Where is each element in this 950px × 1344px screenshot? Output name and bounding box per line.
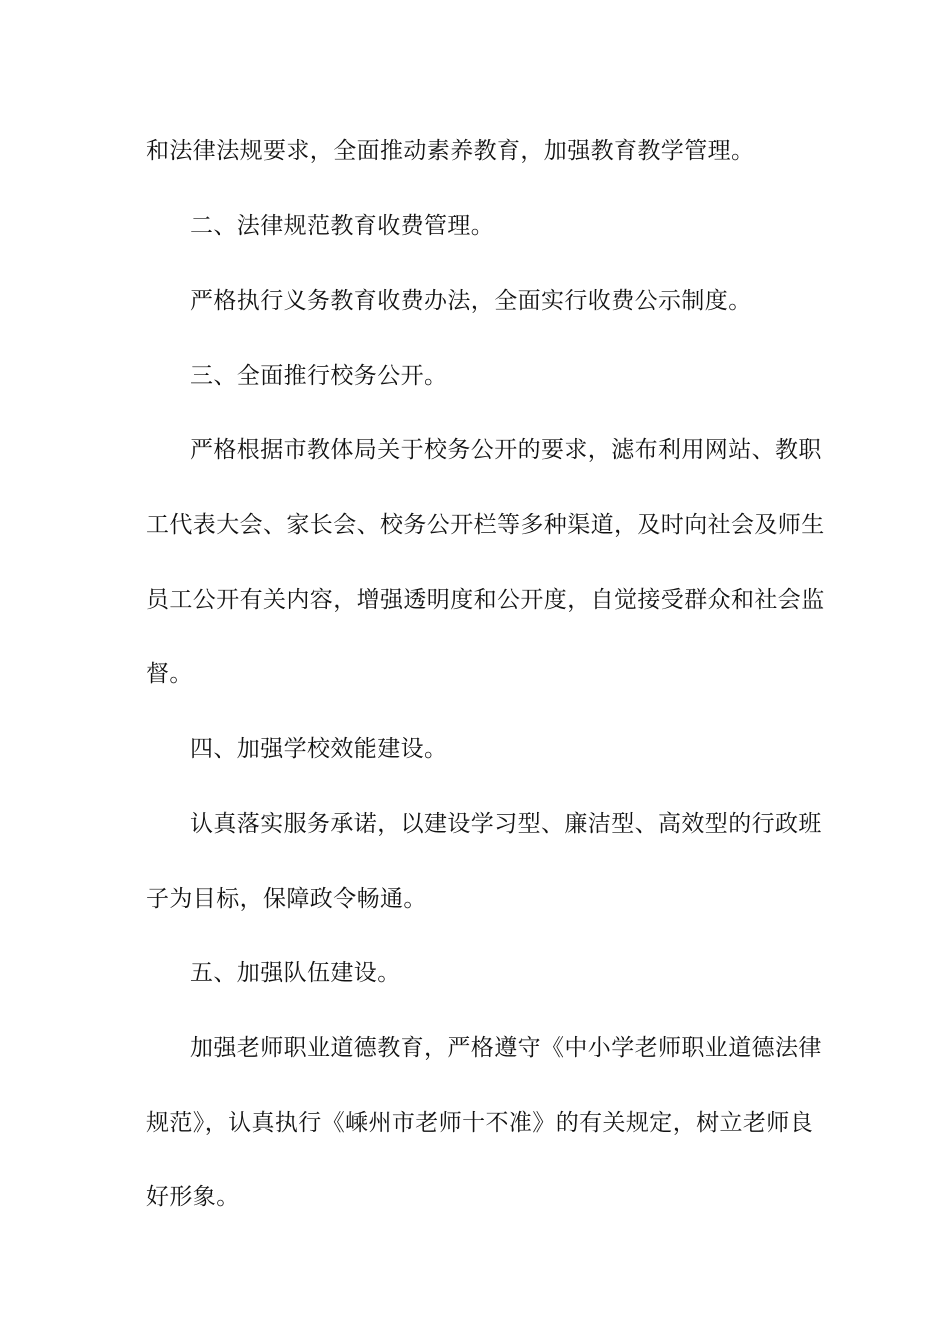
paragraph-line: 规范》，认真执行《嵊州市老师十不准》的有关规定，树立老师良 <box>146 1110 814 1136</box>
section-heading: 四、加强学校效能建设。 <box>190 736 448 762</box>
paragraph-line: 加强老师职业道德教育，严格遵守《中小学老师职业道德法律 <box>190 1035 822 1061</box>
paragraph-line: 员工公开有关内容，增强透明度和公开度，自觉接受群众和社会监 <box>146 587 825 613</box>
paragraph-line: 和法律法规要求，全面推动素养教育，加强教育教学管理。 <box>146 138 755 164</box>
paragraph-line: 严格根据市教体局关于校务公开的要求，滤布利用网站、教职 <box>190 437 822 463</box>
paragraph-line: 督。 <box>146 661 193 687</box>
paragraph-line: 好形象。 <box>146 1184 240 1210</box>
paragraph-line: 认真落实服务承诺，以建设学习型、廉洁型、高效型的行政班 <box>190 811 822 837</box>
paragraph-line: 工代表大会、家长会、校务公开栏等多种渠道，及时向社会及师生 <box>146 512 825 538</box>
section-heading: 二、法律规范教育收费管理。 <box>190 213 495 239</box>
paragraph-line: 子为目标，保障政令畅通。 <box>146 886 427 912</box>
section-heading: 三、全面推行校务公开。 <box>190 363 448 389</box>
section-heading: 五、加强队伍建设。 <box>190 960 401 986</box>
paragraph-line: 严格执行义务教育收费办法，全面实行收费公示制度。 <box>190 288 752 314</box>
